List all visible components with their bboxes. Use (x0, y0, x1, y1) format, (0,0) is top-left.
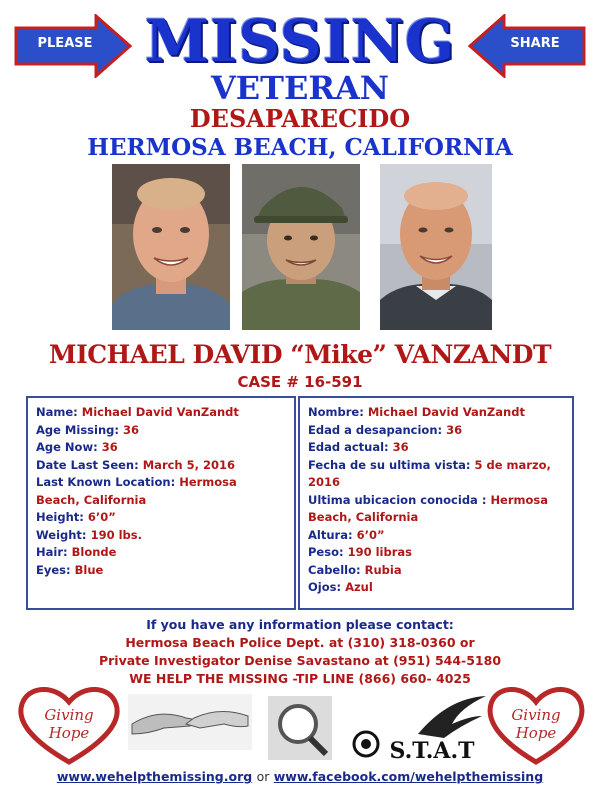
english-date-last-seen-row: Date Last Seen: March 5, 2016 (36, 457, 235, 472)
english-info-box (26, 396, 296, 610)
share-label: SHARE (510, 36, 560, 51)
footer-links (0, 768, 600, 786)
stat-text: S.T.A.T (389, 738, 475, 764)
english-hair-row: Hair: Blonde (36, 545, 117, 559)
magnifier-badge-image (268, 696, 332, 764)
giving-hope-logo-right (484, 682, 588, 772)
english-name-row: Name: Michael David VanZandt (36, 405, 239, 419)
helping-hands-image (128, 694, 252, 754)
english-last-location-row: Last Known Location: Hermosa (36, 475, 237, 489)
spanish-last-location-row-2: Beach, California (308, 510, 419, 524)
facebook-link[interactable]: www.facebook.com/wehelpthemissing (273, 769, 544, 784)
spanish-date-last-seen-row: Fecha de su ultima vista: 5 de marzo, (308, 457, 551, 472)
spanish-info-box (298, 396, 574, 610)
hope-text-left: Hope (48, 724, 90, 742)
person-full-name: MICHAEL DAVID “Mike” VANZANDT (48, 340, 552, 369)
giving-hope-logo-left (14, 682, 124, 772)
spanish-height-row: Altura: 6’0” (308, 527, 385, 542)
location-title: HERMOSA BEACH, CALIFORNIA (87, 134, 513, 161)
please-arrow (14, 14, 132, 78)
giving-text-left: Giving (44, 706, 94, 724)
veteran-subtitle: VETERAN (210, 69, 390, 107)
portrait-photo-1 (112, 164, 230, 330)
hope-text-right: Hope (515, 724, 557, 742)
contact-investigator: Private Investigator Denise Savastano at (951) 544-5180 (98, 653, 502, 668)
english-eyes-row: Eyes: Blue (36, 562, 104, 577)
share-arrow (468, 14, 586, 78)
contact-police: Hermosa Beach Police Dept. at (310) 318-0360 or (125, 635, 475, 650)
or-text: or (256, 769, 270, 784)
missing-title: MISSING (144, 7, 456, 75)
please-label: PLEASE (37, 36, 93, 51)
spanish-weight-row: Peso: 190 libras (308, 545, 412, 559)
spanish-name-row: Nombre: Michael David VanZandt (308, 405, 525, 419)
english-last-location-row-2: Beach, California (36, 492, 147, 507)
spanish-age-now-row: Edad actual: 36 (308, 440, 409, 454)
stat-logo (348, 694, 488, 770)
contact-intro: If you have any information please contact: (146, 617, 454, 632)
case-number: CASE # 16-591 (237, 373, 363, 391)
spanish-last-location-row: Ultima ubicacion conocida : Hermosa (308, 492, 549, 507)
contact-tipline: WE HELP THE MISSING -TIP LINE (866) 660- 4025 (129, 671, 471, 686)
english-height-row: Height: 6’0” (36, 510, 116, 524)
english-weight-row: Weight: 190 lbs. (36, 527, 142, 542)
portrait-photo-2 (242, 164, 360, 330)
giving-text-right: Giving (511, 706, 561, 724)
portrait-photo-3 (380, 164, 492, 330)
spanish-title: DESAPARECIDO (189, 104, 411, 133)
spanish-eyes-row: Ojos: Azul (308, 580, 373, 594)
spanish-age-missing-row: Edad a desapancion: 36 (308, 422, 463, 437)
spanish-hair-row: Cabello: Rubia (308, 562, 402, 577)
english-age-missing-row: Age Missing: 36 (36, 422, 140, 437)
spanish-date-last-seen-row-2: 2016 (308, 475, 341, 489)
website-link[interactable]: www.wehelpthemissing.org (56, 769, 253, 784)
english-age-now-row: Age Now: 36 (36, 440, 118, 454)
